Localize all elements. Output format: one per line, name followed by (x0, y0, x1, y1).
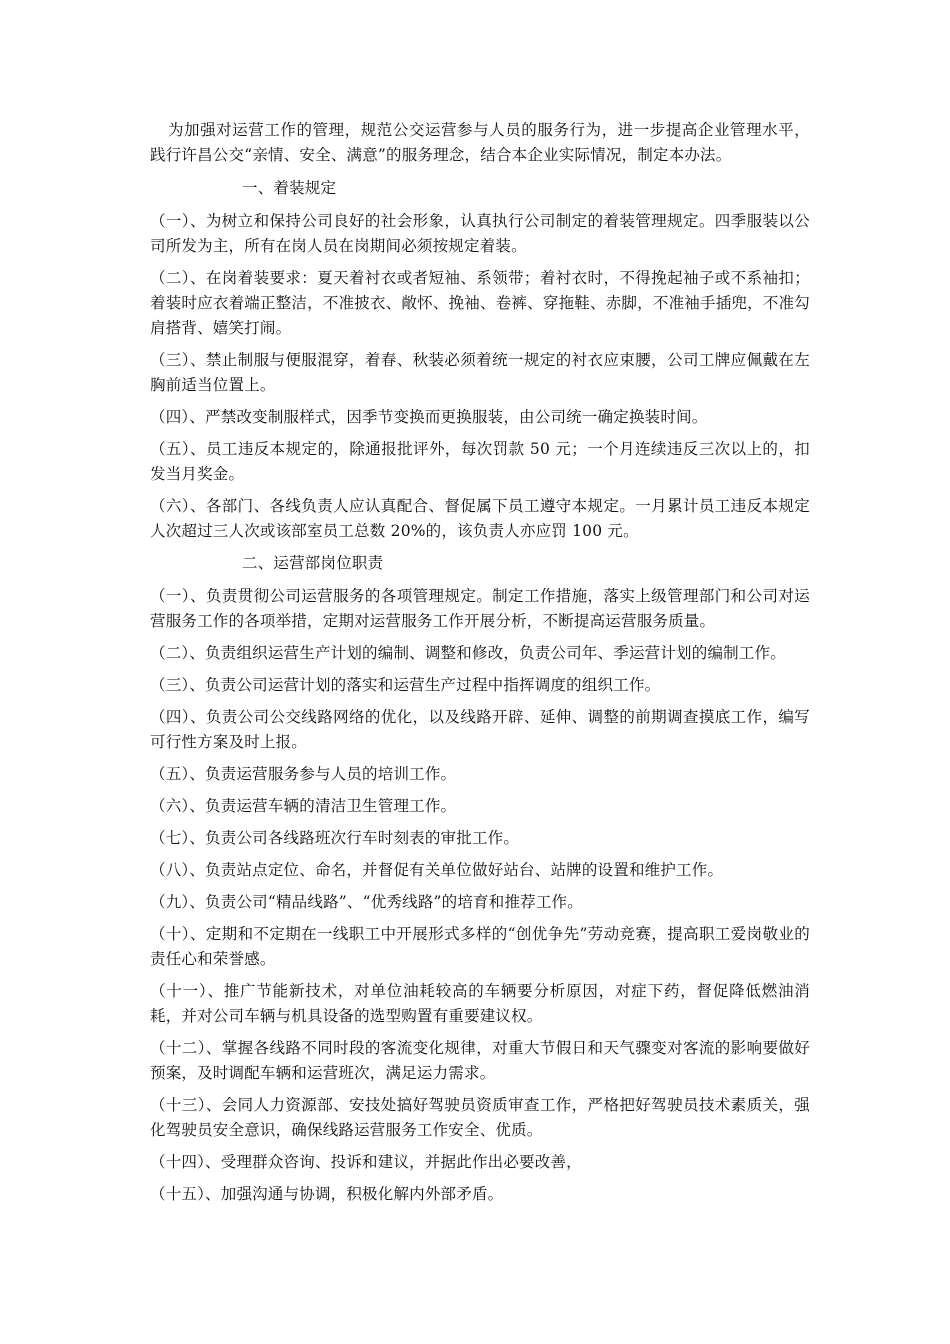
clause-item: （十一）、推广节能新技术，对单位油耗较高的车辆要分析原因，对症下药，督促降低燃油消耗，并对公司车辆与机具设备的选型购置有重要建议权。 (150, 982, 810, 1025)
clause-item: （十五）、加强沟通与协调，积极化解内外部矛盾。 (150, 1185, 504, 1203)
clause-item: （三）、负责公司运营计划的落实和运营生产过程中指挥调度的组织工作。 (150, 676, 661, 694)
document-body (150, 118, 810, 1214)
clause-item: （四）、负责公司公交线路网络的优化，以及线路开辟、延伸、调整的前期调查摸底工作，编写可行性方案及时上报。 (150, 708, 810, 751)
clause-item: （六）、负责运营车辆的清洁卫生管理工作。 (150, 797, 457, 815)
clause-item: （五）、员工违反本规定的，除通报批评外，每次罚款 50 元；一个月连续违反三次以上的，扣发当月奖金。 (150, 440, 810, 483)
clause-item: （七）、负责公司各线路班次行车时刻表的审批工作。 (150, 829, 520, 847)
clause-item: （十二）、掌握各线路不同时段的客流变化规律，对重大节假日和天气骤变对客流的影响要做好预案，及时调配车辆和运营班次，满足运力需求。 (150, 1039, 810, 1082)
clause-item: （十三）、会同人力资源部、安技处搞好驾驶员资质审查工作，严格把好驾驶员技术素质关，强化驾驶员安全意识，确保线路运营服务工作安全、优质。 (150, 1096, 810, 1139)
section-heading: 二、运营部岗位职责 (242, 554, 384, 572)
intro-paragraph: 为加强对运营工作的管理，规范公交运营参与人员的服务行为，进一步提高企业管理水平，践行许昌公交“亲情、安全、满意”的服务理念，结合本企业实际情况，制定本办法。 (150, 121, 810, 164)
clause-item: （二）、在岗着装要求：夏天着衬衣或者短袖、系领带；着衬衣时，不得挽起袖子或不系袖扣；着装时应衣着端正整洁，不准披衣、敞怀、挽袖、卷裤、穿拖鞋、赤脚，不准袖手插兜，不准勾肩搭背、嬉笑打闹。 (150, 269, 810, 337)
clause-item: （十四）、受理群众咨询、投诉和建议，并据此作出必要改善， (150, 1153, 582, 1171)
clause-item: （四）、严禁改变制服样式，因季节变换而更换服装，由公司统一确定换装时间。 (150, 408, 708, 426)
section-operations-duties (150, 551, 810, 1207)
clause-item: （三）、禁止制服与便服混穿，着春、秋装必须着统一规定的衬衣应束腰，公司工牌应佩戴在左胸前适当位置上。 (150, 351, 810, 394)
clause-item: （二）、负责组织运营生产计划的编制、调整和修改，负责公司年、季运营计划的编制工作。 (150, 644, 786, 662)
clause-item: （九）、负责公司“精品线路”、“优秀线路”的培育和推荐工作。 (150, 893, 583, 911)
clause-item: （五）、负责运营服务参与人员的培训工作。 (150, 765, 457, 783)
section-heading: 一、着装规定 (242, 179, 337, 197)
clause-item: （六）、各部门、各线负责人应认真配合、督促属下员工遵守本规定。一月累计员工违反本规定人次超过三人次或该部室员工总数 20%的，该负责人亦应罚 100 元。 (150, 497, 810, 540)
clause-item: （一）、为树立和保持公司良好的社会形象，认真执行公司制定的着装管理规定。四季服装以公司所发为主，所有在岗人员在岗期间必须按规定着装。 (150, 212, 810, 255)
clause-item: （十）、定期和不定期在一线职工中开展形式多样的“创优争先”劳动竞赛，提高职工爱岗敬业的责任心和荣誉感。 (150, 925, 810, 968)
section-dress-code (150, 176, 810, 544)
clause-item: （八）、负责站点定位、命名，并督促有关单位做好站台、站牌的设置和维护工作。 (150, 861, 724, 879)
clause-item: （一）、负责贯彻公司运营服务的各项管理规定。制定工作措施，落实上级管理部门和公司对运营服务工作的各项举措，定期对运营服务工作开展分析，不断提高运营服务质量。 (150, 587, 810, 630)
